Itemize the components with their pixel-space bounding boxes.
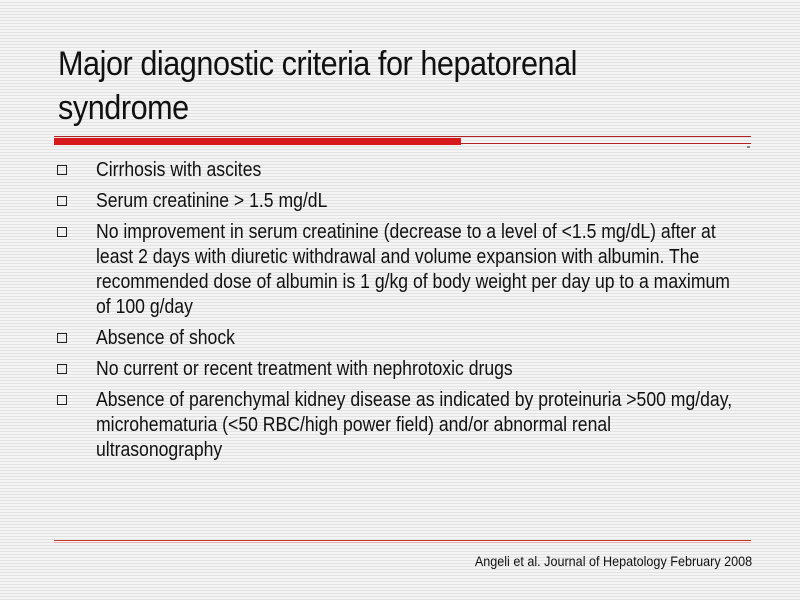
bullet-text: Cirrhosis with ascites — [96, 159, 262, 181]
title-rule-thin-top — [54, 136, 751, 137]
list-item — [56, 220, 756, 320]
bullet-text: No current or recent treatment with nephrotoxic drugs — [96, 358, 513, 380]
criteria-list — [56, 158, 756, 469]
title-rule-thin-bottom — [461, 143, 751, 144]
title-rule-tick — [747, 146, 750, 148]
footer-rule — [54, 540, 751, 541]
hollow-square-bullet-icon — [57, 364, 67, 374]
list-item — [56, 357, 756, 382]
hollow-square-bullet-icon — [57, 196, 67, 206]
slide-title: Major diagnostic criteria for hepatorenal syndrome — [58, 45, 578, 127]
list-item — [56, 189, 756, 214]
hollow-square-bullet-icon — [57, 227, 67, 237]
bullet-text: Absence of parenchymal kidney disease as indicated by proteinuria >500 mg/day, microhematuria (<50 RBC/high power field) and/or abnormal renal ultrasonography — [96, 389, 733, 461]
hollow-square-bullet-icon — [57, 165, 67, 175]
list-item — [56, 326, 756, 351]
bullet-text: Serum creatinine > 1.5 mg/dL — [96, 190, 328, 212]
title-rule-thick — [54, 138, 461, 145]
footer-rule-secondary — [54, 542, 751, 543]
list-item — [56, 388, 756, 463]
list-item — [56, 158, 756, 183]
citation: Angeli et al. Journal of Hepatology February 2008 — [474, 553, 752, 569]
bullet-text: No improvement in serum creatinine (decrease to a level of <1.5 mg/dL) after at least 2 days with diuretic withdrawal and volume expansion with albumin. The recommended dose of albumin is 1 g/kg of body weight per day up to a maximum of 100 g/day — [96, 221, 730, 318]
hollow-square-bullet-icon — [57, 395, 67, 405]
hollow-square-bullet-icon — [57, 333, 67, 343]
bullet-text: Absence of shock — [96, 327, 235, 349]
